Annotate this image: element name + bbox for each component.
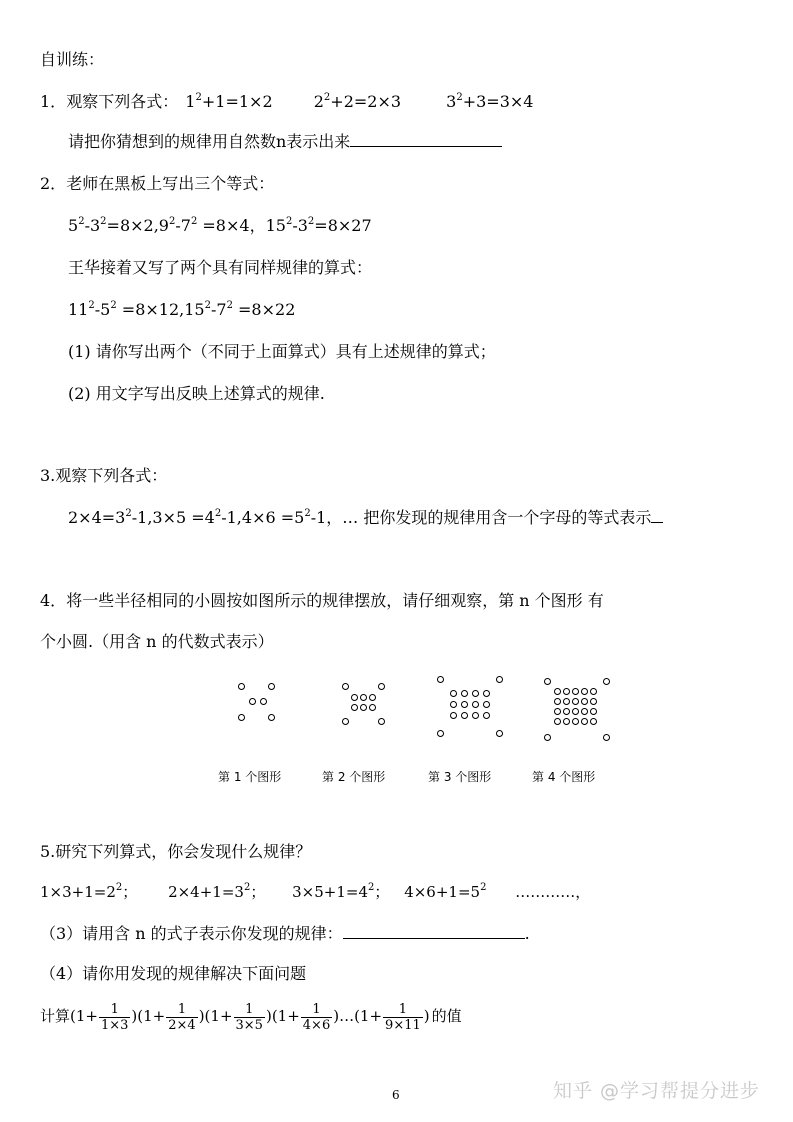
q1-eq-3: $3^2+3=3\times 4$ (446, 92, 534, 111)
q1-eq-2: $2^2+2=2\times 3$ (313, 92, 402, 111)
q2-line-1: $5^2-3^2=8\times 2,9^2-7^2 =8\times 4$，$15^2-3^2=8\times 27$ (68, 216, 372, 235)
q2-sub-2: (2) 用文字写出反映上述算式的规律. (68, 384, 325, 403)
q1-ask: 请把你猜想到的规律用自然数n表示出来 (68, 132, 502, 152)
answer-blank[interactable] (651, 508, 663, 523)
q5-equations: $1\times 3+1=2^2$； $2\times 4+1=3^2$； $3\times 5+1=4^2$； $4\times 6+1=5^2$ …………， (40, 882, 591, 901)
fraction: $\frac{1}{9\times 11}$ (385, 1001, 421, 1033)
figure-3-caption: 第 3 个图形 (428, 770, 492, 784)
question-2: 2．老师在黑板上写出三个等式： (40, 174, 275, 193)
question-3: 3.观察下列各式： (40, 466, 168, 485)
figure-2-caption: 第 2 个图形 (322, 770, 386, 784)
q5-sub-3: （3）请用含 n 的式子表示你发现的规律： . (40, 924, 530, 943)
heading: 自训练： (40, 50, 105, 69)
answer-blank[interactable] (343, 924, 525, 939)
q5-calculation: 计算(1+ $\frac{1}{1\times 3}$ )(1+ $\frac{1}{2\times 4}$ )(1+ $\frac{1}{3\times 5}$ )(1+ $\frac{1}{4\times 6}$ )…(1+ $\frac{1}{9\times 11}$ ) 的值 (40, 1001, 462, 1033)
fraction: $\frac{1}{2\times 4}$ (168, 1001, 196, 1033)
q2-line-3: $11^2-5^2 =8\times 12,15^2-7^2 =8\times 22$ (68, 300, 296, 319)
fraction: $\frac{1}{4\times 6}$ (302, 1001, 331, 1033)
question-5: 5.研究下列算式，你会发现什么规律？ (40, 842, 312, 861)
q3-line: $2\times 4=3^2-1,3\times 5 =4^2-1,4\times 6 =5^2-1$，… 把你发现的规律用含一个字母的等式表示 (68, 508, 663, 528)
q4-line-2: 个小圆.（用含 n 的代数式表示） (40, 632, 274, 651)
page-number: 6 (392, 1088, 400, 1102)
q5-sub-4: （4）请你用发现的规律解决下面问题 (40, 964, 307, 983)
figure-4-caption: 第 4 个图形 (532, 770, 596, 784)
figure-1-caption: 第 1 个图形 (218, 770, 282, 784)
question-1: 1．观察下列各式： $1^2+1=1\times 2$ $2^2+2=2\times 3$ $3^2+3=3\times 4$ (40, 92, 534, 111)
answer-blank[interactable] (350, 132, 502, 147)
watermark: 知乎 @学习帮提分进步 (553, 1080, 761, 1102)
fraction: $\frac{1}{3\times 5}$ (235, 1001, 263, 1033)
q2-line-2: 王华接着又写了两个具有同样规律的算式： (68, 258, 373, 277)
fraction: $\frac{1}{1\times 3}$ (100, 1001, 129, 1033)
question-4: 4．将一些半径相同的小圆按如图所示的规律摆放，请仔细观察，第 n 个图形 有 (40, 591, 604, 610)
q1-prompt: 观察下列各式： (66, 92, 179, 111)
q2-sub-1: (1) 请你写出两个（不同于上面算式）具有上述规律的算式； (68, 342, 496, 361)
q1-eq-1: $1^2+1=1\times 2$ (185, 92, 273, 111)
